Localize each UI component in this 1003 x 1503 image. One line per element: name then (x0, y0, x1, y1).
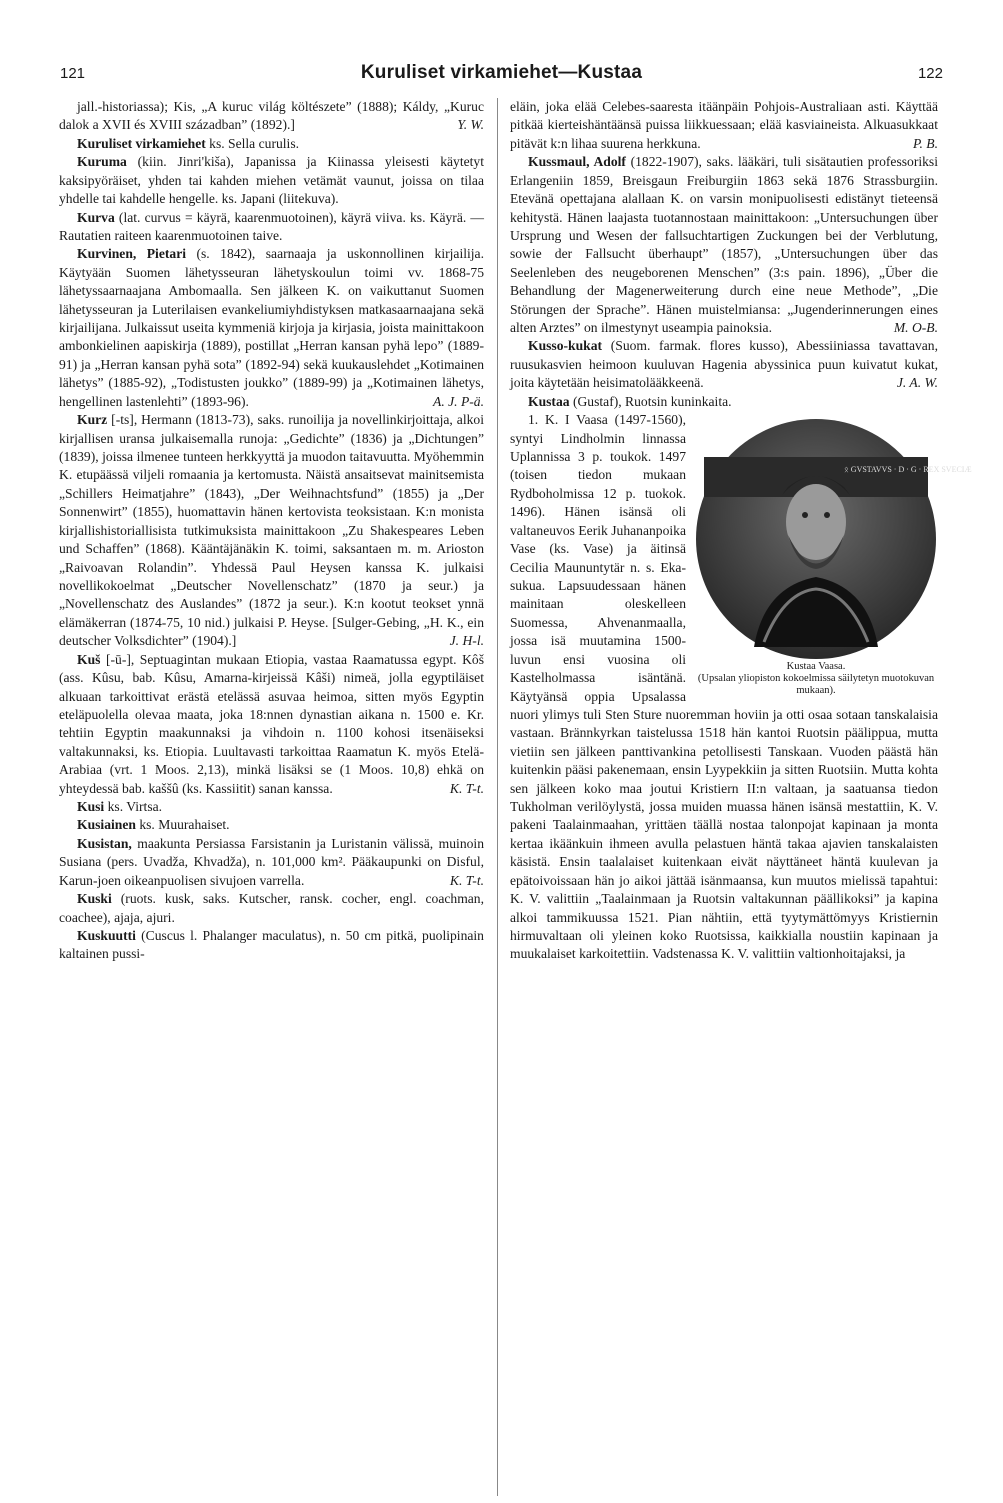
page-header (60, 62, 943, 86)
page-number-right: 122 (917, 65, 943, 82)
headword: Kuruma (77, 154, 127, 170)
headword: Kustaa (528, 393, 570, 409)
headword: Kurz (77, 412, 108, 428)
signature: K. T-t. (449, 780, 484, 796)
entry-kustaa: Kustaa (Gustaf), Ruotsin kuninkaita. (528, 393, 732, 409)
portrait-image (694, 417, 972, 661)
figure-caption (698, 661, 934, 696)
signature: Y. W. (457, 117, 484, 133)
page-number-left: 121 (60, 65, 86, 82)
entry-kurz: Kurz [-ts], Hermann (1813-73), saks. runoilija ja novellinkirjoittaja, alkoi kirjallisen uransa julkaisemalla runoja: „Gedichte” (1836) ja „Dichtungen” (1839), joissa ilmenee tunteen herkkyyttä ja muodon taitavuutta. Myöhemmin K. etupäässä viljeli romaania ja kertomusta. Näistä ansaitsevat mainitsemista „Schillers Heimatjahre” (1843), „Der Weihnachtsfund” (1855) ja „Der Sonnenwirt” (1855), huomattavin hänen kertovista teoksistaan. K:n monista kirjallishistoriallisista tutkimuksista mainittakoon „Zu Shakespeares Leben und Schaffen” (1868). Kääntäjänäkin K. toimi, saksantaen m. m. Arioston „Raivoavan Rolandin”. Yhdessä Paul Heysen kanssa K. julkaisi novellikokoelmat „Deutscher Novellenschatz” (1870 ja seur.) ja „Novellenschatz des Auslandes” (1872 ja seur.). K:n kootut teokset ynnä elämäkerran (1874-75, 10 nid.) julkaisi P. Heyse. [Sulger-Gebing, „H. K., ein deutscher Volksdichter” (1904).] J. H-l. (59, 411, 484, 650)
headword: Kuskuutti (77, 927, 136, 943)
signature: K. T-t. (449, 872, 484, 888)
headword: Kusi (77, 799, 105, 815)
entry-kuruliset: Kuruliset virkamiehet ks. Sella curulis. (77, 135, 300, 151)
entry-continued: eläin, joka elää Celebes-saaresta itäänpäin Pohjois-Australiaan asti. Käyttää pitkää kierteishäntäänsä puissa liikkuessaan; elää kasviaineista. Alkuasukkaat pitävät k:n lihaa suurena herkkuna. P. B. (510, 98, 938, 153)
right-column (510, 98, 972, 964)
entry-kusistan: Kusistan, maakunta Persiassa Farsistanin ja Luristanin välissä, muinoin Susiana (pers. Uvadža, Khvadža), n. 101,000 km². Pääkaupunki on Disful, Karun-joen oikeanpuolisen sivujoen varrella. K. T-t. (59, 835, 484, 890)
entry-kuski: Kuski (ruots. kusk, saks. Kutscher, ransk. cocher, engl. coachman, coachee), ajaja, ajuri. (59, 891, 484, 925)
headword: Kusso-kukat (528, 338, 603, 354)
headword: Kurva (77, 209, 115, 225)
entry-kurva: Kurva (lat. curvus = käyrä, kaarenmuotoinen), käyrä viiva. ks. Käyrä. — Rautatien raiteen kaarenmuotoinen taive. (59, 209, 484, 243)
caption-note: (Upsalan yliopiston kokoelmissa säilytetyn muotokuvan mukaan). (697, 673, 935, 697)
left-column (59, 98, 484, 964)
entry-kuruma: Kuruma (kiin. Jinri'kiša), Japanissa ja Kiinassa yleisesti käytetyt kaksipyöräiset, yhden tai kahden miehen vetämät vaunut, joissa on tilaa yhdelle tai kahdelle hengelle. ks. Japani (liitekuva). (59, 154, 484, 207)
headword: Kuš (77, 651, 101, 667)
headword: Kuski (77, 891, 112, 907)
entry-kusso-kukat: Kusso-kukat (Suom. farmak. flores kusso), Abessiiniassa tavattavan, ruusukasvien heimoon kuuluvan Hagenia abyssinica puun kuivatut kukat, joita käytetään heisimatolääkkeenä. J. A. W. (510, 337, 938, 392)
headword: Kurvinen, Pietari (77, 246, 187, 262)
headword: Kusistan, (77, 835, 132, 851)
headword: Kussmaul, Adolf (528, 154, 626, 170)
portrait-figure (694, 417, 972, 697)
signature: A. J. P-ä. (433, 393, 484, 409)
entry-kus: Kuš [-ū-], Septuagintan mukaan Etiopia, vastaa Raamatussa egypt. Kôš (ass. Kûsu, bab. Kûsu, Amarna-kirjeissä Kâši) nimeä, jolla egyptiläiset alkuaan tarkoittivat erästä etelässä asuvaa heimoa, sitten myös Egyptin eteläpuolella olevaa maata, joka 18:nnen dynastian aikana n. 1500 e. Kr. tehtiin Egyptin maakunnaksi ja vihdoin n. 1100 kohosi itsenäiseksi valtakunnaksi, ks. Etiopia. Luultavasti tarkoittaa Raamatun K. myös Etelä-Arabiaa (vrt. 1 Moos. 2,13), minkä lisäksi se (1 Moos. 10,8) ehkä on yhteydessä bab. kaššû (ks. Kassiitit) sanan kanssa. K. T-t. (59, 651, 484, 798)
entry-kusiainen: Kusiainen ks. Muurahaiset. (77, 817, 230, 833)
entry-kustaa-vaasa: ᛟ GVSTAVVS · D · G · REX SVECIÆ Kustaa Vaasa. (Upsalan yliopiston kokoelmissa säilytetyn muotokuvan mukaan). 1. K. I Vaasa (1497-1560), syntyi Lindholmin linnassa Uplannissa 3 p. toukok. 1497 (toisen tiedon mukaan Rydboholmissa 12 p. tuokok. 1496). Hänen isänsä oli valtaneuvos Eerik Juhananpoika Vase (ks. Vase) ja äitinsä Cecilia Maununtytär n. s. Eka-sukua. Lapsuudessaan hänen mainitaan oleskelleen Suomessa, Ahvenanmaalla, jossa isä muutamina 1500-luvun ensi vuosina oli Kastelholmassa isäntänä. Käytyänsä oppia Upsalassa nuori ylimys tuli Sten Sture nuoremman hoviin ja otti osaa sotaan tanskalaisia vastaan. Brännkyrkan taistelussa 1518 hän kantoi Ruotsin päälippua, mutta vietiin sen jälkeen panttivankina petollisesti Tanskaan. Vuoden päästä hän kuitenkin pääsi pakenemaan, ensin Lyypekkiin ja sitten Ruotsiin. Mutta kohta sen jälkeen koko maa joutui Kristiern II:n valtaan, ja saatuansa tiedon Tukholman verilöylystä, jossa muiden muassa hänen isänsä mestattiin, K. V. pakeni Taalainmaahan, yrittäen täällä nostaa talonpojat kapinaan ja monta kertaa ikäänkuin ihmeen avulla pelastuen häntä takaa ajavien tanskalaisten käsistä. Ensin taalalaiset kuitenkaan eivät näyttäneet häntä kuulevan ja epätoivoissaan hän jo aikoi jättää isänmaansa, kun muutos mielissä tapahtui: K. V. valittiin „Taalainmaan ja Ruotsin valtakunnan päällikoksi” ja kapina alkoi tammikuussa 1521. Pian nähtiin, että tyytymättömyys Kristiernin hirmuvaltaan oli yleinen koko Ruotsissa, kaikkialla noustiin kapinaan ja muukalaiset karkoitettiin. Vadstenassa K. V. valittiin valtionhoitajaksi, ja (510, 412, 972, 962)
headword: Kuruliset virkamiehet (77, 135, 206, 151)
entry-kurvinen: Kurvinen, Pietari (s. 1842), saarnaaja ja uskonnollinen kirjailija. Käytyään Suomen lähetysseuran lähetyskoulun toimi vv. 1868-75 lähetyssaarnaajana Ambomaalla. Sen jälkeen K. on vaikuttanut Suomen lähetysseuran ja Luterilaisen evankeliumiyhdistyksen matkasaarnaajana sekä kirjailijana. Julkaissut useita kymmeniä kirjoja ja kirjasia, joista mainittakoon ambonkielinen aapiskirja (1889), postillat „Herran kansan pyhä lepo” (1889-91) ja „Herran kansan pyhä sota” (1892-94) sekä kuukauslehdet „Kotimainen lähetys” (1885-92), „Todistusten joukko” (1889-99) ja „Kotimainen lähetys, hengellinen lastenlehti” (1893-96). A. J. P-ä. (59, 245, 484, 411)
portrait-inscription: ᛟ GVSTAVVS · D · G · REX SVECIÆ (844, 465, 972, 475)
entry-continued: jall.-historiassa); Kis, „A kuruc világ költészete” (1888); Káldy, „Kuruc dalok a XVII és XVIII században” (1892).] Y. W. (59, 98, 484, 135)
signature: J. A. W. (896, 375, 938, 391)
entry-kussmaul: Kussmaul, Adolf (1822-1907), saks. lääkäri, tuli sisätautien professoriksi Erlangeniin 1859, Breisgaun Freiburgiin 1863 sekä 1876 Strassburgiin. Etevänä opettajana alallaan K. on varsin monipuolisesti edistänyt tieteensä kehitystä. Hänen laajasta tuotannostaan mainittakoon: „Untersuchungen über Ursprung und Wesen der fallsuchtartigen Zuckungen bei der Verblutung, sowie der Fallsucht überhaupt” (1857), „Untersuchungen über das Seelenleben des neugeborenen Menschen” (3:s pain. 1896), „Über die Behandlung der Magenerweiterung durch eine neue Methode”, „Die Störungen der Sprache”. Hänen muistelmiansa: „Jugenderinnerungen eines alten Arztes” on ilmestynyt useampia painoksia. M. O-B. (510, 153, 938, 337)
signature: P. B. (912, 135, 938, 151)
entry-kuskuutti: Kuskuutti (Cuscus l. Phalanger maculatus), n. 50 cm pitkä, puolipinain kaltainen pussi- (59, 927, 484, 962)
headword: Kusiainen (77, 817, 136, 833)
caption-title: Kustaa Vaasa. (786, 661, 846, 673)
entry-kusi: Kusi ks. Virtsa. (77, 799, 163, 815)
signature: M. O-B. (893, 320, 938, 336)
signature: J. H-l. (449, 633, 484, 649)
page-title: Kuruliset virkamiehet—Kustaa (360, 62, 643, 83)
column-divider (497, 98, 498, 1496)
